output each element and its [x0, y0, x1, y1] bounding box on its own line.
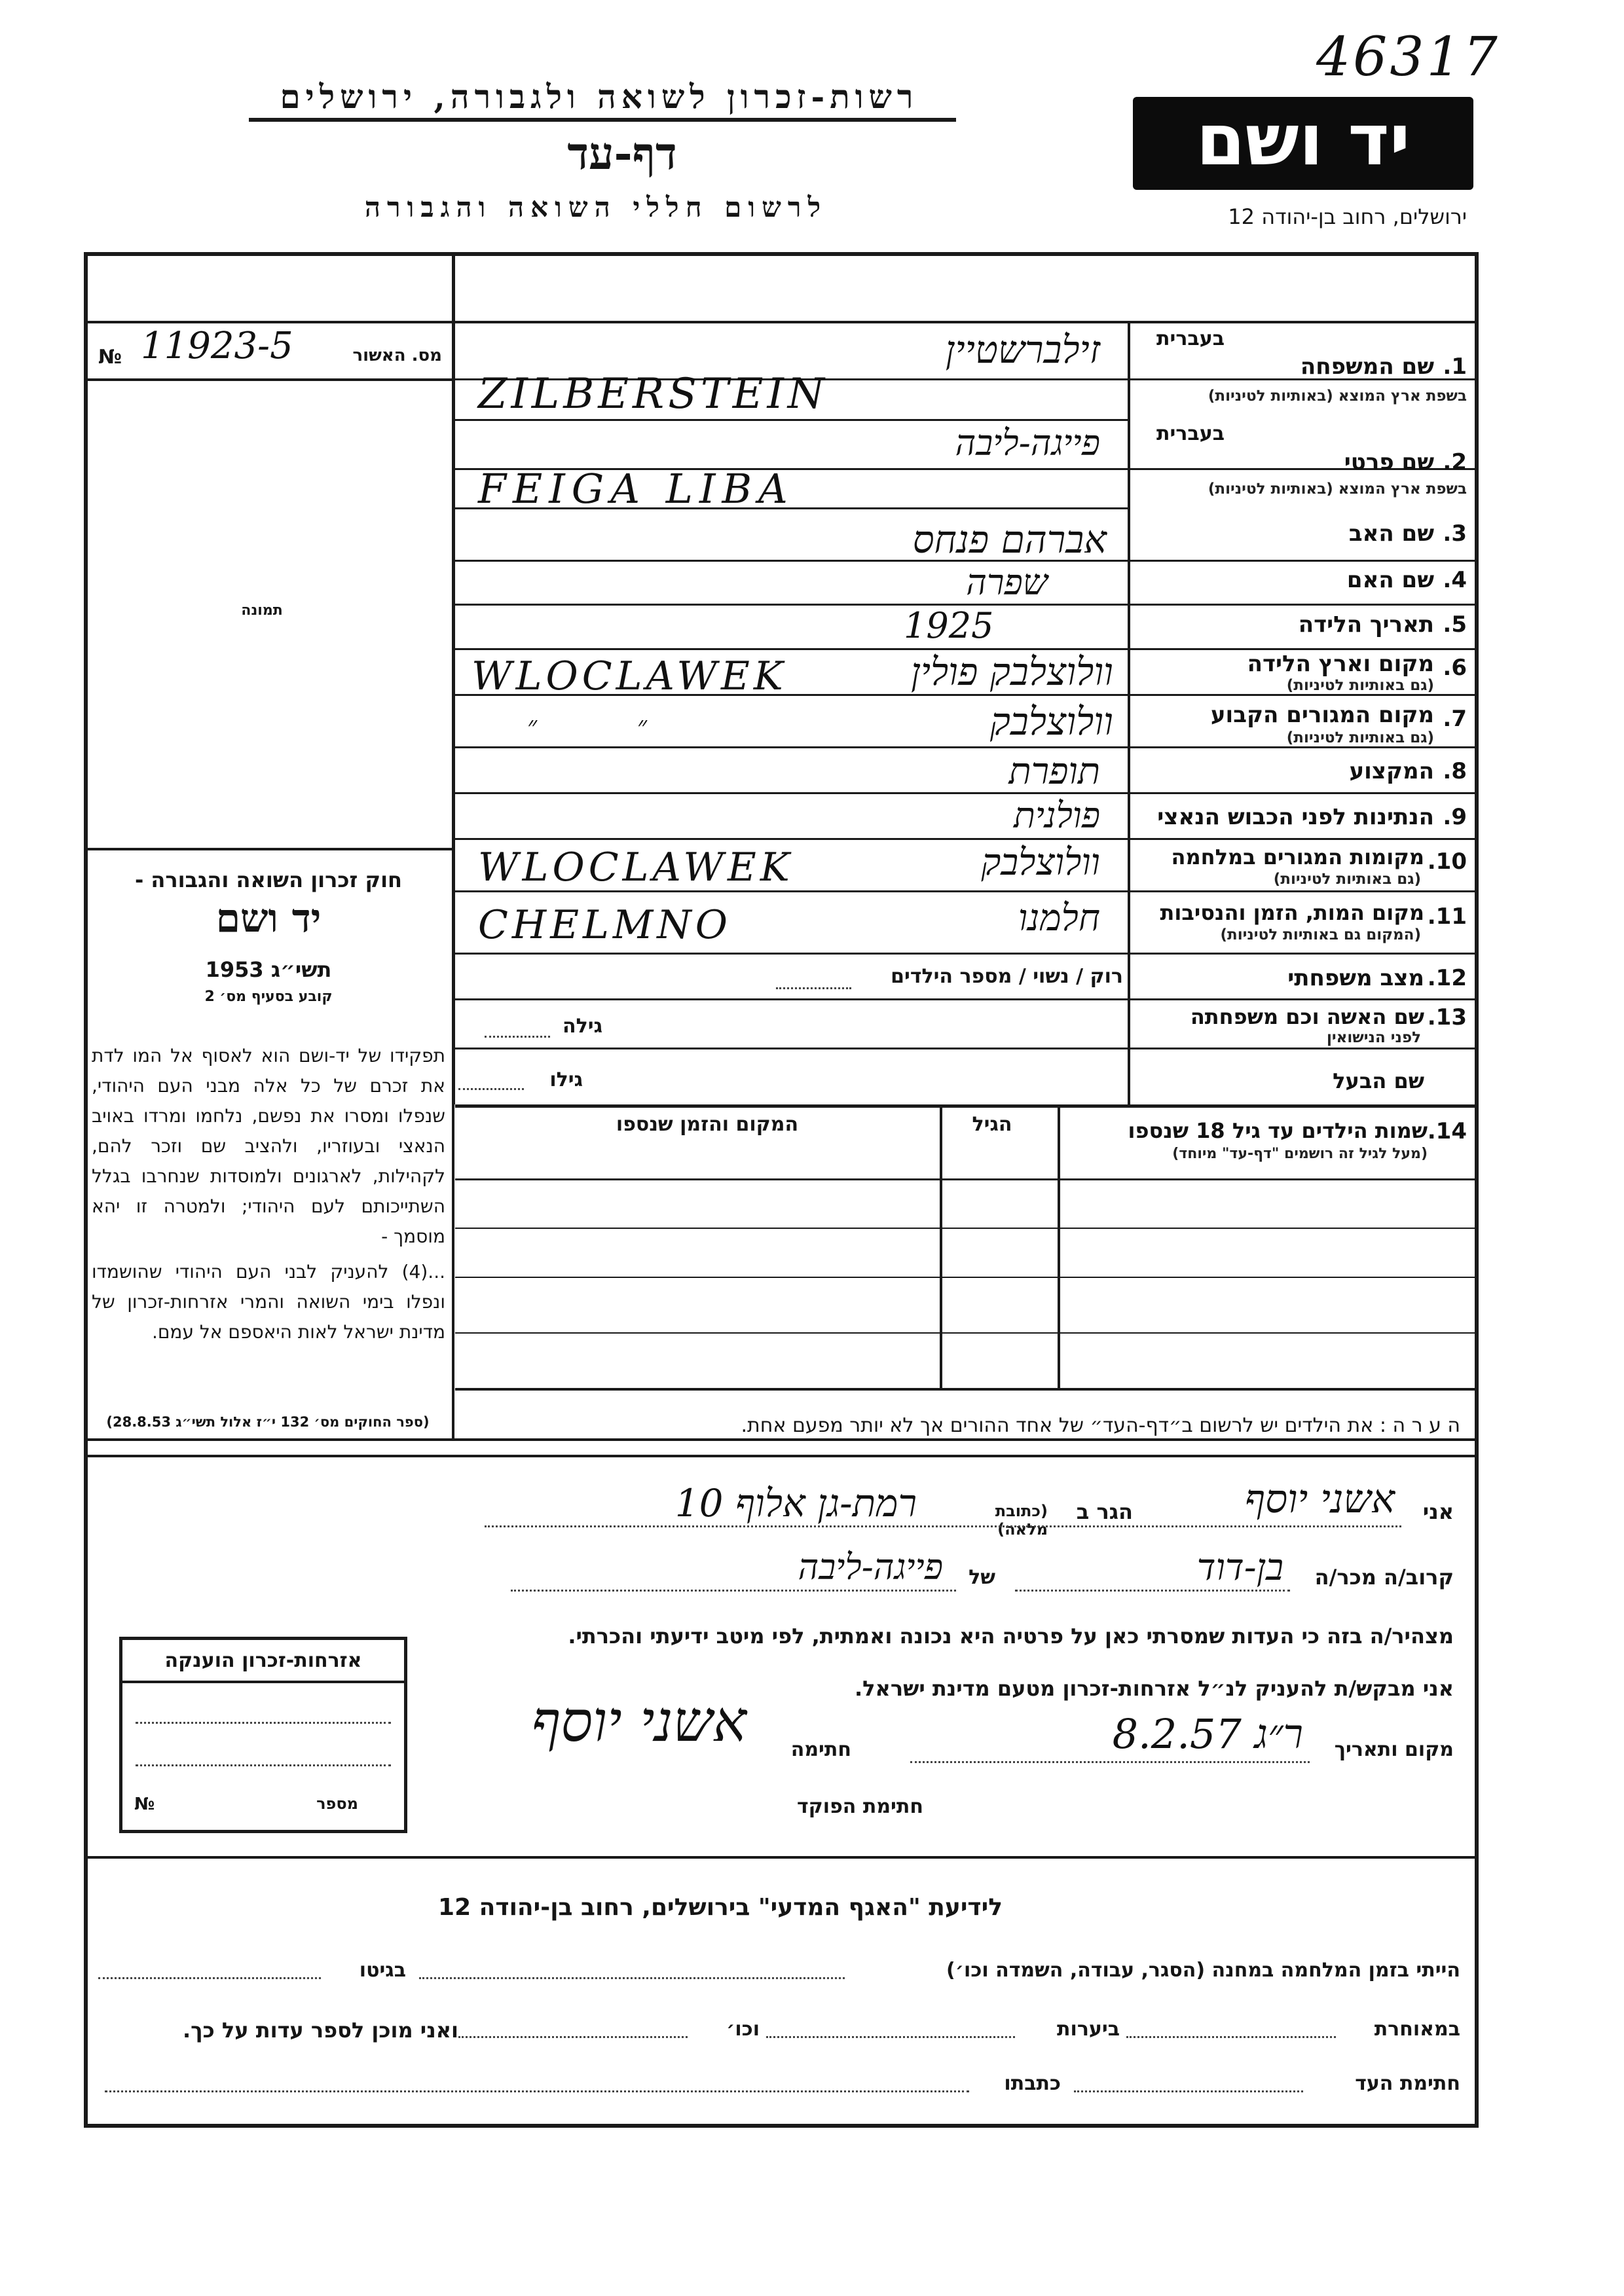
decl-statement: מצהיר/ה בזה כי העדות שמסרתי כאן על פרטיה היא נכונה ואמתית, לפי מיטב ידיעתי והכרתי. [568, 1624, 1454, 1649]
authority-line: רשות-זכרון לשואה ולגבורה, ירושלים [280, 77, 919, 116]
decl-signature-value: אשני יוסף [531, 1689, 747, 1755]
field-14-sub: (מעל לגיל זה רושמים "דף-עד" מיוחד) [1172, 1146, 1428, 1162]
row-rule [455, 890, 1479, 892]
field-12-label: מצב משפחתי [1287, 965, 1424, 991]
field-6-value-latin: WLOCLAWEK [471, 653, 787, 699]
field-9-label: הנתינות לפני הכבוש הנאצי [1157, 804, 1434, 830]
field-2-label: שם פרטי [1344, 449, 1434, 475]
info-line3-dots-a [1074, 2090, 1303, 2092]
field-2-num: 2. [1443, 449, 1467, 475]
row-rule [455, 1104, 1479, 1108]
children-col-age: הגיל [972, 1113, 1012, 1136]
row-rule [455, 838, 1479, 840]
decl-place-date-line [910, 1761, 1310, 1763]
form-title: דף-עד [567, 128, 677, 180]
citizenship-line-2 [136, 1764, 391, 1766]
info-line1-dots-a [98, 1977, 321, 1979]
field-1-value-latin: ZILBERSTEIN [478, 370, 828, 418]
info-line3-start: חתימת העד [1355, 2072, 1460, 2095]
children-row-3 [455, 1277, 1479, 1278]
field-7-num: 7. [1443, 706, 1467, 732]
reference-no-symbol: № [98, 346, 122, 369]
note-top-rule [84, 1438, 1479, 1441]
row-rule [455, 953, 1479, 955]
children-bottom [455, 1388, 1479, 1391]
note-text: ה ע ר ה : את הילדים יש לרשום ב״דף-העד״ של אחד ההורים אך לא יותר מפעם אחת. [741, 1414, 1460, 1437]
field-4-num: 4. [1443, 567, 1467, 593]
info-line2-mid: ביערות [1057, 2018, 1120, 2041]
field-9-num: 9. [1443, 804, 1467, 830]
children-row-4 [455, 1332, 1479, 1334]
info-title: לידיעת "האגף המדעי" בירושלים, רחוב בן-יהודה 12 [438, 1894, 1003, 1921]
field-7-label: מקום המגורים הקבוע [1210, 702, 1434, 728]
field-5-value: 1925 [904, 605, 994, 646]
children-col-place: המקום והזמן שנספו [616, 1113, 799, 1136]
field-13-age-f: גילה [563, 1015, 602, 1038]
reference-label: מס. האשור [352, 346, 442, 365]
field-11-value-hebrew: חלמנו [1018, 897, 1100, 939]
field-10-label: מקומות המגורים במלחמה [1171, 845, 1424, 869]
field-5-label: תאריך הלידה [1298, 611, 1434, 638]
field-13-label: שם האשה וכם משפחתה [1190, 1004, 1424, 1029]
info-line1: הייתי בזמן המלחמה במחנה (הסגר, עבודה, השמדה וכו׳) [946, 1959, 1460, 1982]
decl-place-date-value: ר״ג 8.2.57 [1112, 1710, 1303, 1758]
reference-value: 11923-5 [141, 325, 293, 367]
decl-relative-of-value: פייגה-ליבה [798, 1546, 943, 1588]
photo-bottom-rule [84, 848, 452, 850]
decl-of-label: של [969, 1566, 995, 1589]
citizenship-title-rule [122, 1681, 404, 1683]
law-text-1: תפקידו של יד-ושם הוא לאסוף אל המו לדת את זכרם של כל אלה מבני העם היהודי, שנפלו ומסרו את נפשם, נלחמו ומרדו באויב הנאצי ובעוזריו, ולהציב שם וזכר להם, לקהילות, לארגונים ולמוסדות שנחרבו בגלל השתייכותם לעם היהודי; ולמטרה זו יהא מוסמך - [92, 1045, 445, 1247]
info-line2-dots-b [766, 2036, 1015, 2038]
field-3-label: שם האב [1348, 520, 1434, 547]
decl-i-label: אני [1422, 1499, 1454, 1524]
decl-resident-label: הגר ב [1076, 1499, 1133, 1524]
field-7-value: וולוצלבק [989, 699, 1113, 744]
row-rule [455, 998, 1479, 1000]
form-subtitle: לרשום חללי השואה והגבורה [364, 191, 828, 223]
field-2-sub: בשפת ארץ המוצא (באותיות לטיניות) [1208, 481, 1467, 498]
field-12-dotted-line [776, 987, 851, 989]
children-col-div-2 [940, 1106, 942, 1388]
field-14-label: שמות הילדים עד גיל 18 שנספו [1128, 1118, 1428, 1143]
info-line2-dots-a [1126, 2036, 1336, 2038]
field-2-value-hebrew: פייגה-ליבה [955, 422, 1100, 464]
field-1-value-hebrew: זילברשטיין [945, 327, 1100, 372]
decl-relation-value: בן-דוד [1196, 1546, 1283, 1589]
field-3-num: 3. [1443, 520, 1467, 547]
field-2-hebrew-tag: בעברית [1156, 422, 1225, 445]
field-3-value: אברהם פנחס [912, 517, 1107, 562]
left-col-border-lower [452, 1104, 454, 1438]
archive-number: 46317 [1316, 26, 1500, 88]
field-10-value-latin: WLOCLAWEK [478, 845, 794, 890]
field-6-value-hebrew: וולוצלבק פולין [911, 649, 1113, 694]
row-rule [455, 746, 1479, 748]
children-row-2 [455, 1228, 1479, 1229]
decl-officer-label: חתימת הפוקד [797, 1795, 923, 1818]
yad-vashem-logo [1133, 97, 1473, 190]
field-9-value: פולנית [1013, 795, 1100, 836]
field-8-value: תופרת [1008, 750, 1100, 793]
field-6-sub: (גם באותיות לטיניות) [1286, 677, 1434, 694]
field-11-value-latin: CHELMNO [478, 902, 731, 948]
field-13-age-m-dots [458, 1088, 524, 1090]
field-4-value: שפרה [966, 562, 1048, 603]
decl-request: אני מבקש/ת להעניק לנ״ל אזרחות-זכרון מטעם מדינת ישראל. [855, 1676, 1454, 1701]
law-year: תשי״ג 1953 [205, 957, 332, 982]
decl-declarant-name: אשני יוסף [1244, 1476, 1395, 1522]
field-13-num: 13. [1427, 1004, 1467, 1030]
reference-rule [84, 378, 452, 381]
decl-address-hint: (כתובת מלאה) [995, 1502, 1048, 1539]
decl-relation-line [1015, 1590, 1290, 1592]
field-10-num: 10. [1427, 848, 1467, 875]
decl-signature-label: חתימה [790, 1738, 851, 1761]
field-6-num: 6. [1443, 655, 1467, 681]
decl-relative-line [511, 1590, 956, 1592]
field-12-num: 12. [1427, 965, 1467, 991]
children-col-div-1 [1058, 1106, 1060, 1388]
info-line2-start: במאוחרת [1374, 2018, 1460, 2041]
field-11-sub: (המקום גם באותיות לטיניות) [1220, 926, 1421, 943]
field-7-ditto: ״ ״ [527, 711, 693, 741]
decl-relative-label: קרוב/ה מכר/ה [1314, 1565, 1454, 1590]
law-text-2: ...(4) להעניק לבני העם היהודי שהושמדו ונפלו בימי השואה והמרי אזרחות-זכרון של מדינת ישראל לאות היאספם אל עמם. [92, 1261, 445, 1343]
info-line3-dots-b [105, 2090, 969, 2092]
field-13-husband: שם הבעל [1333, 1068, 1424, 1093]
field-8-num: 8. [1443, 758, 1467, 784]
field-8-label: המקצוע [1349, 758, 1434, 784]
citizenship-box [119, 1637, 407, 1833]
frame-inner-top [84, 321, 1479, 323]
field-13-age-m: גילו [549, 1068, 583, 1091]
info-line2-etc: וכו׳ [726, 2018, 760, 2041]
field-6-label: מקום וארץ הלידה [1247, 651, 1434, 677]
header-rule [249, 118, 956, 122]
field-12-options: רוק / נשוי / מספר הילדים [891, 965, 1123, 988]
decl-address-line [485, 1525, 1401, 1527]
field-11-num: 11. [1427, 903, 1467, 930]
logo-text: יד ושם [1196, 100, 1411, 181]
photo-label: תמונה [241, 602, 283, 619]
info-line2-dots-c [458, 2036, 688, 2038]
address: ירושלים, רחוב בן-יהודה 12 [1228, 204, 1467, 229]
field-7-sub: (גם באותיות לטיניות) [1286, 729, 1434, 746]
info-line3-mid: כתבתו [1004, 2072, 1061, 2095]
citizenship-no-symbol: № [134, 1795, 155, 1814]
field-1-label: שם המשפחה [1300, 354, 1434, 380]
info-top-rule [84, 1856, 1479, 1859]
row-rule [455, 419, 1128, 421]
field-13-age-f-dots [485, 1036, 550, 1038]
info-line2-end: ואני מוכן לספר עדות על כך. [183, 2018, 458, 2043]
law-clause: קובע בסעיף מס׳ 2 [204, 989, 333, 1005]
decl-address-value: רמת-גן אלוף 10 [674, 1481, 917, 1525]
field-10-value-hebrew: וולוצלבק [981, 841, 1100, 884]
field-1-hebrew-tag: בעברית [1156, 327, 1225, 350]
info-line1-end: בגיטו [359, 1959, 406, 1982]
children-row-1 [455, 1178, 1479, 1180]
decl-place-date-label: מקום ותאריך [1334, 1738, 1454, 1761]
field-1-sub: בשפת ארץ המוצא (באותיות לטיניות) [1208, 388, 1467, 405]
law-footer: (ספר החוקים מס׳ 132 י״ז אלול תשי״ג 28.8.53) [106, 1414, 430, 1430]
law-name: יד ושם [215, 896, 322, 941]
citizenship-line-1 [136, 1722, 391, 1724]
field-10-sub: (גם באותיות לטיניות) [1273, 871, 1421, 888]
row-rule [455, 1048, 1479, 1049]
field-4-label: שם האם [1346, 567, 1434, 593]
field-13-sub: לפני הנישואין [1327, 1029, 1421, 1046]
field-1-num: 1. [1443, 354, 1467, 380]
right-label-border [1128, 321, 1130, 1104]
law-title: חוק זכרון השואה והגבורה - [134, 867, 403, 892]
citizenship-number-label: מספר [316, 1795, 358, 1813]
citizenship-title: אזרחות-זכרון הוענקה [164, 1649, 362, 1672]
field-11-label: מקום המות, הזמן והנסיבות [1160, 900, 1424, 925]
note-bottom-rule [84, 1455, 1479, 1457]
field-5-num: 5. [1443, 611, 1467, 638]
field-2-value-latin: FEIGA LIBA [478, 465, 794, 513]
info-line1-dots-b [419, 1977, 845, 1979]
field-14-num: 14. [1427, 1118, 1467, 1144]
